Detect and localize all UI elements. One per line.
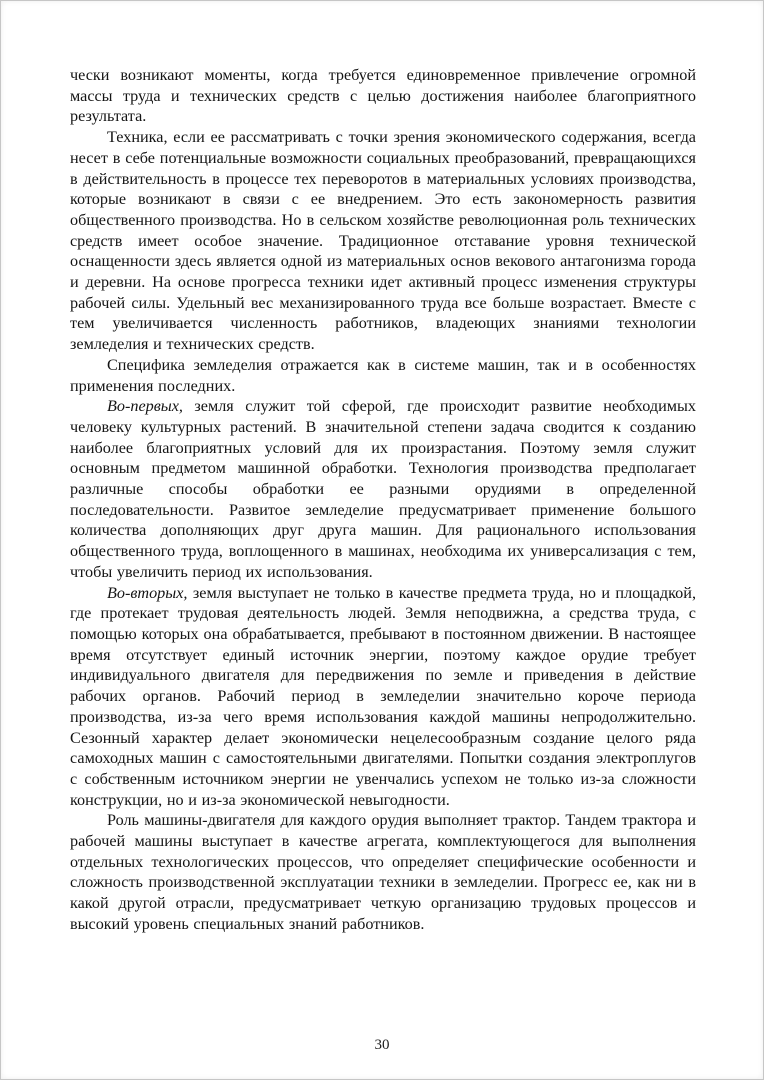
- paragraph-lead-italic: Во-первых,: [107, 397, 183, 416]
- paragraph: [70, 355, 696, 396]
- paragraph-lead-italic: Во-вторых,: [107, 583, 188, 602]
- paragraph-text: Специфика земледелия отражается как в системе машин, так и в особенностях применения последних.: [70, 355, 696, 395]
- text-body: [70, 65, 696, 935]
- page-number: 30: [374, 1037, 390, 1053]
- paragraph: [70, 65, 696, 127]
- paragraph-text: чески возникают моменты, когда требуется единовременное привлечение огромной массы труда и технических средств с целью достижения наиболее благоприятного результата.: [70, 66, 696, 126]
- paragraph-text: земля служит той сферой, где происходит развитие необходимых человеку культурных растений. В значительной степени задача сводится к созданию наиболее благоприятных условий для их произрастания. Поэтому земля служит основным предметом машинной обработки. Технология производства предполагает различные способы обработки ее разными орудиями в определенной последовательности. Развитое земледелие предусматривает применение большого количества дополняющих друг друга машин. Для рационального использования общественного труда, воплощенного в машинах, необходима их универсализация с тем, чтобы увеличить период их использования.: [70, 397, 696, 581]
- paragraph: [70, 583, 696, 811]
- paragraph: [70, 810, 696, 934]
- paragraph: [70, 396, 696, 582]
- paragraph: [70, 127, 696, 355]
- paragraph-text: Роль машины-двигателя для каждого орудия выполняет трактор. Тандем трактора и рабочей машины выступает в качестве агрегата, комплектующегося для выполнения отдельных технологических процессов, что определяет специфические особенности и сложность производственной эксплуатации техники в земледелии. Прогресс ее, как ни в какой другой отрасли, предусматривает четкую организацию трудовых процессов и высокий уровень специальных знаний работников.: [70, 811, 696, 933]
- paragraph-text: Техника, если ее рассматривать с точки зрения экономического содержания, всегда несет в себе потенциальные возможности социальных преобразований, превращающихся в действительность в процессе тех переворотов в материальных условиях производства, которые возникают в связи с ее внедрением. Это есть закономерность развития общественного производства. Но в сельском хозяйстве революционная роль технических средств имеет особое значение. Традиционное отставание уровня технической оснащенности здесь является одной из материальных основ векового антагонизма города и деревни. На основе прогресса техники идет активный процесс изменения структуры рабочей силы. Удельный вес механизированного труда все больше возрастает. Вместе с тем увеличивается численность работников, владеющих знаниями технологии земледелия и технических средств.: [70, 128, 696, 354]
- paragraph-text: земля выступает не только в качестве предмета труда, но и площадкой, где протекает трудовая деятельность людей. Земля неподвижна, а средства труда, с помощью которых она обрабатывается, пребывают в постоянном движении. В настоящее время отсутствует единый источник энергии, поэтому каждое орудие требует индивидуального двигателя для передвижения по земле и приведения в действие рабочих органов. Рабочий период в земледелии значительно короче периода производства, из-за чего время использования каждой машины непродолжительно. Сезонный характер делает экономически нецелесообразным создание целого ряда самоходных машин с самостоятельными двигателями. Попытки создания электроплугов с собственным источником энергии не увенчались успехом не только из-за сложности конструкции, но и из-за экономической невыгодности.: [70, 583, 696, 809]
